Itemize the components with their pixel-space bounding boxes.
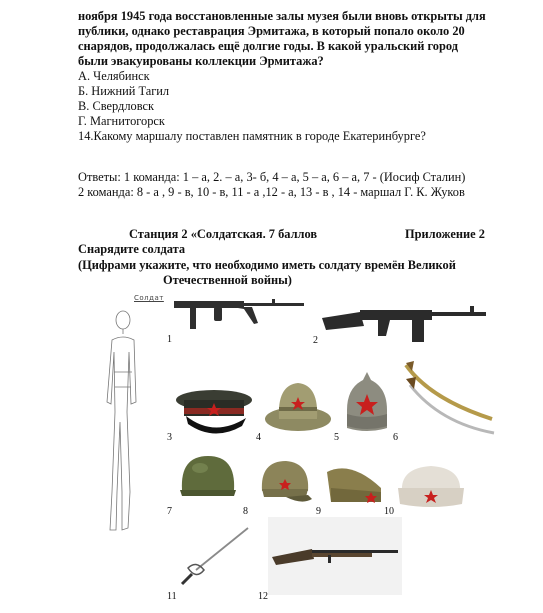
option-g: Г. Магнитогорск xyxy=(78,114,165,128)
station-title: Станция 2 «Солдатская. 7 баллов xyxy=(129,227,318,241)
option-b: Б. Нижний Тагил xyxy=(78,84,170,98)
paragraph-line-2: публики, однако реставрация Эрмитажа, в который попало около 20 xyxy=(78,24,465,38)
item-10-ushanka-icon xyxy=(396,462,466,510)
item-9-number: 9 xyxy=(316,506,321,517)
item-5-budenovka-icon xyxy=(343,370,391,436)
appendix-label: Приложение 2 xyxy=(405,227,485,241)
answers-team-1: Ответы: 1 команда: 1 – а, 2. – а, 3- б, 4 – а, 5 – а, 6 – а, 7 - (Иосиф Сталин) xyxy=(78,170,466,184)
item-1-submachine-gun-icon xyxy=(172,293,308,333)
paragraph-line-4: были эвакуированы коллекции Эрмитажа? xyxy=(78,54,324,68)
paragraph-line-1: ноября 1945 года восстановленные залы музея были вновь открыты для xyxy=(78,9,486,23)
item-11-rapier-icon xyxy=(178,524,250,588)
instruction-line-1: (Цифрами укажите, что необходимо иметь солдату времён Великой xyxy=(78,258,456,272)
item-12-rifle-icon xyxy=(268,517,402,595)
item-8-field-cap-icon xyxy=(256,455,314,505)
item-7-steel-helmet-icon xyxy=(178,452,238,504)
item-1-number: 1 xyxy=(167,334,172,345)
item-6-sabre-icon xyxy=(400,359,498,439)
item-2-submachine-gun-icon xyxy=(320,296,492,346)
option-v: В. Свердловск xyxy=(78,99,155,113)
item-3-number: 3 xyxy=(167,432,172,443)
item-4-number: 4 xyxy=(256,432,261,443)
item-11-number: 11 xyxy=(167,591,177,602)
item-3-peaked-cap-icon xyxy=(172,386,256,438)
item-2-number: 2 xyxy=(313,335,318,346)
item-12-number: 12 xyxy=(258,591,268,602)
item-9-pilotka-icon xyxy=(325,458,383,508)
instruction-line-2: Отечественной войны) xyxy=(163,273,292,287)
answers-team-2: 2 команда: 8 - а , 9 - в, 10 - в, 11 - а ,12 - а, 13 - в , 14 - маршал Г. К. Жуков xyxy=(78,185,465,199)
item-6-number: 6 xyxy=(393,432,398,443)
figure-caption: Солдат xyxy=(134,294,164,302)
question-14: 14.Какому маршалу поставлен памятник в городе Екатеринбурге? xyxy=(78,129,426,143)
soldier-outline-figure xyxy=(98,292,148,542)
paragraph-line-3: снарядов, продолжалась ещё долгие годы. В какой уральский город xyxy=(78,39,458,53)
option-a: А. Челябинск xyxy=(78,69,150,83)
station-subtitle: Снарядите солдата xyxy=(78,242,186,256)
item-4-panama-hat-icon xyxy=(263,377,333,437)
item-7-number: 7 xyxy=(167,506,172,517)
item-5-number: 5 xyxy=(334,432,339,443)
item-10-number: 10 xyxy=(384,506,394,517)
item-8-number: 8 xyxy=(243,506,248,517)
